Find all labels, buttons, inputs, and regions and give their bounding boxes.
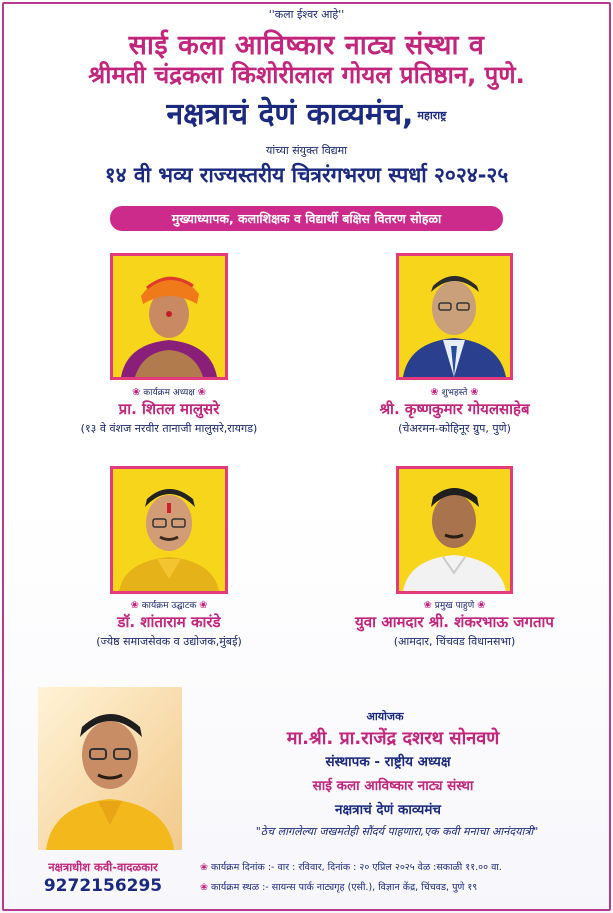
title-line-1: साई कला आविष्कार नाट्य संस्था व (128, 30, 485, 61)
title-line-2: श्रीमती चंद्रकला किशोरीलाल गोयल प्रतिष्ठान, पुणे. (88, 61, 525, 89)
guest-photo-chief-chair (110, 253, 228, 380)
credit-title: नक्षत्राधीश कवी-वादळकार (48, 860, 158, 874)
guest-name-1: प्रा. शितल मालुसरे (118, 400, 220, 418)
guest-role-4: ❀ प्रमुख पाहुणे ❀ (423, 600, 486, 611)
guest-role-1: ❀ कार्यक्रम अध्यक्ष ❀ (131, 387, 207, 398)
organizer-name: मा.श्री. प्रा.राजेंद्र दशरथ सोनवणे (286, 728, 500, 749)
credit-phone: 9272156295 (43, 876, 163, 896)
organizer-role-1: संस्थापक - राष्ट्रीय अध्यक्ष (325, 754, 451, 770)
joint-organisers-note: यांच्या संयुक्त विद्यमा (265, 144, 348, 157)
event-date-info: ❀ कार्यक्रम दिनांक :- वार : रविवार, दिनांक : २० एप्रिल २०२५ वेळ :सकाळी ११.०० वा. (200, 862, 502, 873)
guest-photo-chief-guest-hand (396, 253, 513, 380)
guest-desc-4: (आमदार, चिंचवड विधानसभा) (393, 635, 516, 648)
event-venue-info: ❀ कार्यक्रम स्थळ :- सायन्स पार्क नाट्यगृह (एसी.), विज्ञान केंद्र, चिंचवड, पुणे १९ (200, 882, 478, 893)
event-title: १४ वी भव्य राज्यस्तरीय चित्ररंगभरण स्पर्धा २०२४-२५ (104, 163, 509, 187)
guest-name-3: डॉ. शांताराम कारंडे (117, 613, 221, 631)
guest-desc-2: (चेअरमन-कोहिनूर ग्रुप, पुणे) (398, 422, 511, 435)
title-line-3-state: महाराष्ट्र (417, 109, 447, 122)
guest-photo-special-guest (396, 466, 513, 594)
guest-name-2: श्री. कृष्णकुमार गोयलसाहेब (379, 400, 530, 418)
tagline: ''कला ईश्वर आहे'' (268, 8, 345, 21)
organizer-label: आयोजक (366, 710, 404, 723)
title-line-3-main: नक्षत्राचं देणं काव्यमंच, (166, 97, 414, 132)
guest-desc-1: (१३ वे वंशज नरवीर तानाजी मालुसरे,रायगड) (80, 422, 258, 435)
guest-name-4: युवा आमदार श्री. शंकरभाऊ जगताप (355, 613, 554, 631)
guest-desc-3: (ज्येष्ठ समाजसेवक व उद्योजक,मुंबई) (96, 635, 242, 648)
guest-role-2: ❀ शुभहस्ते ❀ (430, 387, 479, 398)
title-line-3 (0, 92, 613, 133)
organizer-role-2: साई कला आविष्कार नाट्य संस्था (312, 778, 474, 794)
organizer-role-3: नक्षत्राचं देणं काव्यमंच (335, 802, 441, 818)
guest-role-3: ❀ कार्यक्रम उद्घाटक ❀ (130, 600, 208, 611)
organizer-quote: "ठेच लागलेल्या जखमतेही सौंदर्य पाहणारा,एक कवी मनाचा आनंदयात्री" (255, 825, 539, 838)
organizer-photo (38, 687, 182, 850)
guest-photo-inaugurator (110, 466, 228, 594)
event-subtitle-ribbon: मुख्याध्यापक, कलाशिक्षक व विद्यार्थी बक्षिस वितरण सोहळा (110, 206, 503, 231)
